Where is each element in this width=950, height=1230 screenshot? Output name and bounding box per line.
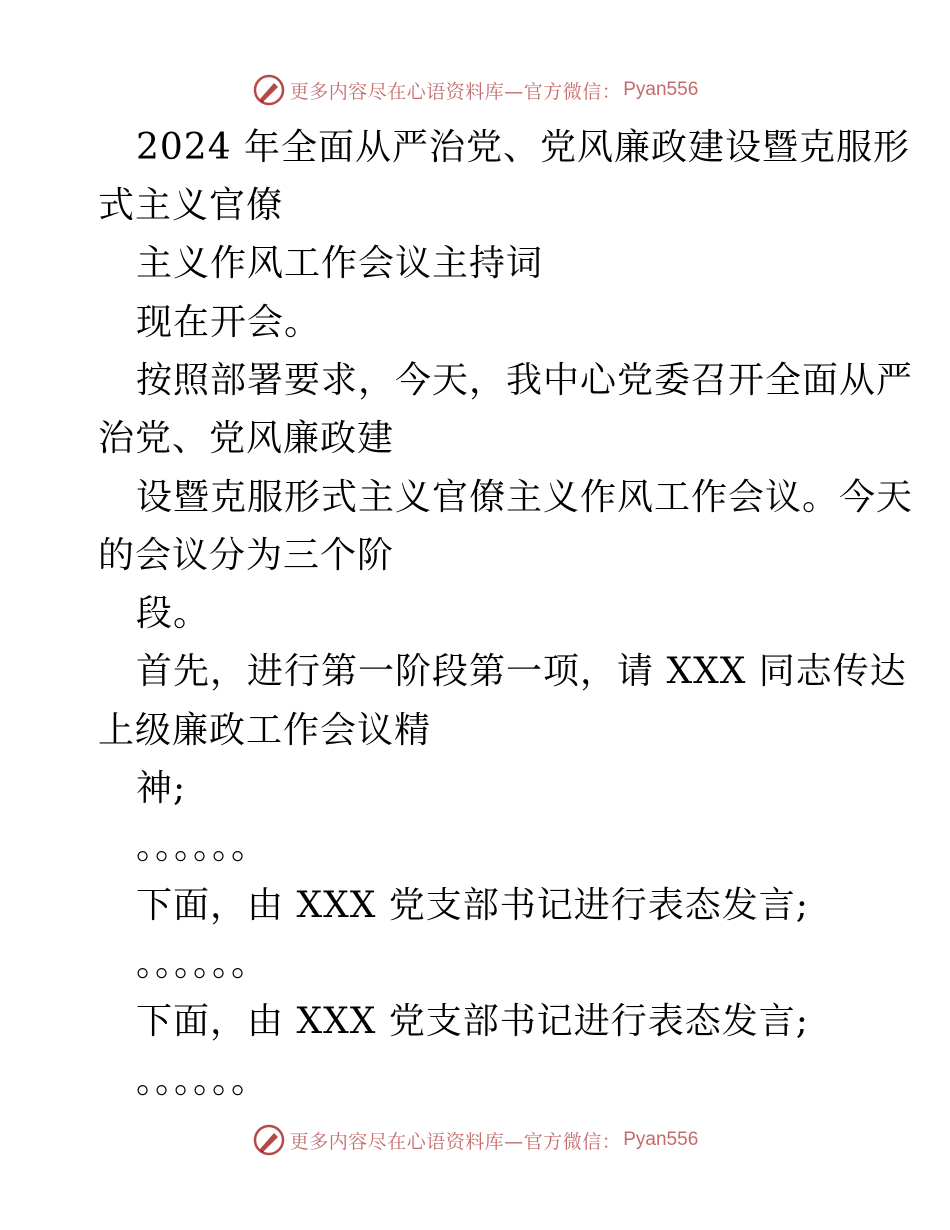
ellipsis-line: 。。。。。。: [136, 826, 269, 867]
watermark-wechat-id: Pyan556: [623, 79, 699, 100]
watermark-text: 更多内容尽在心语资料库—官方微信：: [289, 1130, 622, 1153]
paragraph-line: 段。: [136, 593, 211, 634]
watermark-wechat-id: Pyan556: [623, 1129, 699, 1150]
pen-logo-icon: [252, 73, 286, 107]
header-watermark: [0, 70, 950, 110]
pen-logo-icon: [252, 1123, 286, 1157]
title-line-2: 式主义官僚: [98, 185, 284, 226]
paragraph-line: 神;: [136, 768, 187, 809]
paragraph-line: 首先，进行第一阶段第一项，请 XXX 同志传达: [136, 651, 907, 692]
paragraph-line: 下面，由 XXX 党支部书记进行表态发言;: [136, 885, 809, 926]
paragraph-line: 现在开会。: [136, 302, 322, 343]
paragraph-line: 治党、党风廉政建: [98, 418, 395, 459]
paragraph-line: 的会议分为三个阶: [98, 535, 395, 576]
paragraph-line: 下面，由 XXX 党支部书记进行表态发言;: [136, 1001, 809, 1042]
ellipsis-line: 。。。。。。: [136, 943, 269, 984]
paragraph-line: 按照部署要求，今天，我中心党委召开全面从严: [136, 360, 914, 401]
paragraph-line: 设暨克服形式主义官僚主义作风工作会议。今天: [136, 477, 914, 518]
ellipsis-line: 。。。。。。: [136, 1060, 269, 1101]
footer-watermark: [0, 1120, 950, 1160]
title-line-3: 主义作风工作会议主持词: [136, 243, 544, 284]
watermark-text: 更多内容尽在心语资料库—官方微信：: [289, 80, 622, 103]
paragraph-line: 上级廉政工作会议精: [98, 710, 432, 751]
title-line-1: 2024 年全面从严治党、党风廉政建设暨克服形: [136, 127, 911, 168]
